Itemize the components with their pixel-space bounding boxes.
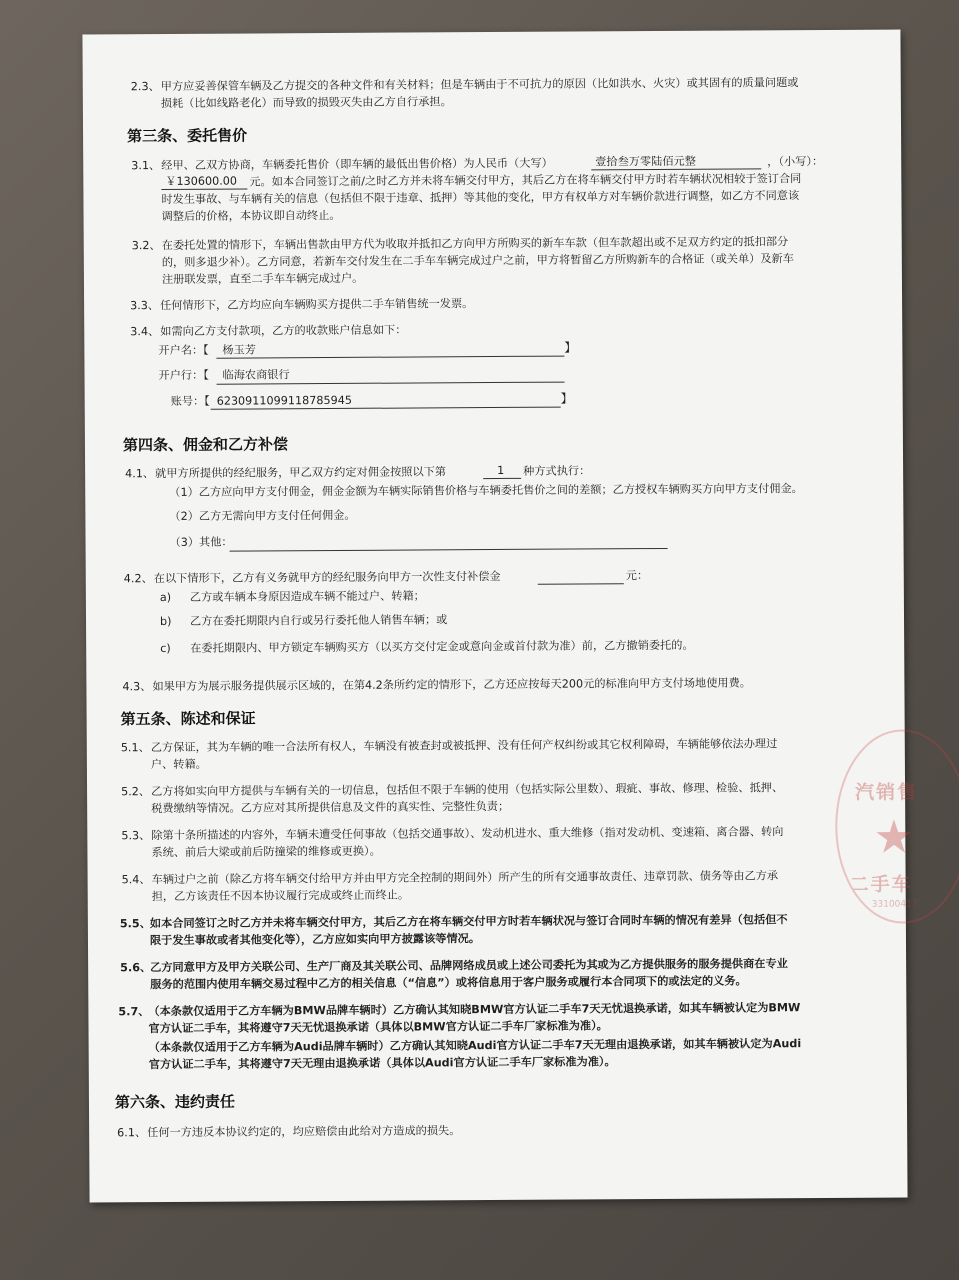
clause-number: 3.4、 (130, 325, 160, 339)
clause-text: 如需向乙方支付款项，乙方的收款账户信息如下： (160, 323, 407, 339)
section-title: 第四条、佣金和乙方补偿 (122, 435, 289, 455)
clause-text: 乙方将如实向甲方提供与车辆有关的一切信息，包括但不限于车辆的使用（包括实际公里数）、瑕疵、事故、修理、检验、抵押、 (151, 781, 784, 799)
clause-text: 服务的范围内使用车辆交易过程中乙方的相关信息（“信息”）或将信息用于客户服务或履行本合同项下的或法定的义务。 (150, 974, 747, 992)
clause-number: 5.7、 (118, 1005, 150, 1019)
price-figures-field: ￥130600.00 (165, 174, 238, 189)
seal-star-icon: ★ (873, 809, 915, 864)
seal-top-text: 汽销售 (855, 781, 919, 804)
clause-text: 元： (625, 569, 649, 583)
price-words-field: 壹拾叁万零陆佰元整 (595, 154, 696, 169)
clause-text: ，（小写）： (767, 154, 824, 169)
clause-number: 6.1、 (117, 1126, 147, 1140)
clause-text: 经甲、乙双方协商，车辆委托售价（即车辆的最低出售价格）为人民币（大写） (161, 156, 553, 173)
option-text: （1）乙方应向甲方支付佣金，佣金金额为车辆实际销售价格与车辆委托售价之间的差额；乙方授权车辆购买方向甲方支付佣金。 (169, 482, 803, 499)
clause-number: 5.5、 (119, 917, 151, 931)
seal-bottom-text: 二手车 (849, 873, 913, 896)
clause-number: 2.3、 (130, 80, 160, 94)
clause-text: 税费缴纳等情况。乙方应对其所提供信息及文件的真实性、完整性负责； (151, 799, 510, 816)
list-marker: c) (160, 641, 171, 656)
clause-text: 户、转籍。 (150, 757, 207, 772)
clause-text: 注册联发票，直至二手车车辆完成过户。 (161, 271, 364, 287)
list-item-text: 乙方在委托期限内自行或另行委托他人销售车辆；或 (189, 613, 448, 628)
option-text: （3）其他： (169, 535, 233, 549)
clause-number: 3.2、 (131, 239, 161, 253)
clause-number: 4.2、 (123, 572, 153, 586)
clause-number: 5.1、 (120, 741, 150, 755)
clause-text: （本条款仅适用于乙方车辆为Audi品牌车辆时）乙方确认其知晓Audi官方认证二手车7天无理由退换承诺，如其车辆被认定为Audi (148, 1037, 802, 1055)
clause-text: 除第十条所描述的内容外，车辆未遭受任何事故（包括交通事故）、发动机进水、重大维修（指对发动机、变速箱、离合器、转向 (151, 825, 784, 843)
clause-text: 乙方同意甲方及甲方关联公司、生产厂商及其关联公司、品牌网络成员或上述公司委托为其或为乙方提供服务的服务提供商在专业 (150, 957, 788, 975)
section-title: 第六条、违约责任 (114, 1092, 236, 1112)
clause-number: 5.4、 (121, 873, 151, 887)
clause-text: 官方认证二手车，其将遵守7天无理由退换承诺（具体以Audi官方认证二手车厂家标准为准）。 (148, 1055, 616, 1072)
clause-text: 就甲方所提供的经纪服务，甲乙双方约定对佣金按照以下第 (155, 465, 447, 481)
clause-number: 5.3、 (121, 829, 151, 843)
list-item-text: 乙方或车辆本身原因造成车辆不能过户、转籍； (189, 589, 425, 604)
account-name-label: 开户名：【 (158, 343, 209, 358)
clause-text: 的，则多退少补）。乙方同意，若新车交付发生在二手车车辆完成过户之前，甲方将暂留乙方所购新车的合格证（或关单）及新车 (161, 252, 794, 270)
account-name-field: 杨玉芳 (222, 343, 256, 357)
seal-code: 33100417 (871, 899, 918, 910)
commission-method-field: 1 (497, 463, 505, 477)
clause-text: 甲方应妥善保管车辆及乙方提交的各种文件和有关材料；但是车辆由于不可抗力的原因（比如洪水、火灾）或其固有的质量问题或 (160, 76, 799, 94)
clause-text: 调整后的价格，本协议即自动终止。 (161, 208, 341, 224)
section-title: 第五条、陈述和保证 (120, 709, 256, 729)
option-text: （2）乙方无需向甲方支付任何佣金。 (169, 508, 356, 523)
clause-number: 3.3、 (130, 299, 160, 313)
clause-number: 5.2、 (121, 785, 151, 799)
bracket: 】 (564, 340, 577, 355)
account-number-field: 6230911099118785945 (216, 393, 352, 408)
contract-page (82, 30, 919, 1203)
account-number-label: 账号：【 (170, 394, 210, 408)
clause-number: 5.6、 (120, 961, 152, 975)
list-item-text: 在委托期限内、甲方锁定车辆购买方（以买方交付定金或意向金或首付款为准）前，乙方撤销委托的。 (190, 638, 694, 655)
clause-number: 4.1、 (125, 467, 155, 481)
clause-text: 系统、前后大梁或前后防撞梁的维修或更换）。 (151, 844, 381, 860)
list-marker: a) (159, 590, 172, 605)
clause-text: 如果甲方为展示服务提供展示区域的，在第4.2条所约定的情形下，乙方还应按每天200元的标准向甲方支付场地使用费。 (152, 676, 751, 694)
clause-text: 任何情形下，乙方均应向车辆购买方提供二手车销售统一发票。 (160, 297, 474, 313)
clause-number: 3.1、 (131, 159, 161, 173)
list-marker: b) (159, 614, 172, 629)
clause-text: 限于发生事故或者其他变化等），乙方应如实向甲方披露该等情况。 (149, 932, 481, 948)
clause-number: 4.3、 (122, 680, 152, 694)
clause-text: 如本合同签订之时乙方并未将车辆交付甲方，其后乙方在将车辆交付甲方时若车辆状况与签订合同时车辆的情况有差异（包括但不 (149, 913, 788, 931)
clause-text: 元。如本合同签订之前/之时乙方并未将车辆交付甲方，其后乙方在将车辆交付甲方时若车辆状况相较于签订合同 (249, 172, 802, 189)
clause-text: 时发生事故、与车辆有关的信息（包括但不限于违章、抵押）等其他的变化，甲方有权单方对车辆价款进行调整，如乙方不同意该 (161, 189, 800, 207)
clause-text: 车辆过户之前（除乙方将车辆交付给甲方并由甲方完全控制的期间外）所产生的所有交通事故责任、违章罚款、债务等由乙方承 (151, 869, 779, 887)
bank-field: 临海农商银行 (222, 368, 290, 382)
clause-text: （本条款仅适用于乙方车辆为BMW品牌车辆时）乙方确认其知晓BMW官方认证二手车7天无忧退换承诺，如其车辆被认定为BMW (148, 1001, 801, 1019)
company-seal (835, 729, 959, 924)
clause-text: 担，乙方该责任不因本协议履行完成或终止而终止。 (151, 888, 410, 904)
section-title: 第三条、委托售价 (127, 126, 248, 146)
clause-text: 官方认证二手车，其将遵守7天无忧退换承诺（具体以BMW官方认证二手车厂家标准为准）。 (148, 1019, 608, 1036)
clause-text: 种方式执行： (523, 464, 591, 478)
clause-text: 乙方保证，其为车辆的唯一合法所有权人，车辆没有被查封或被抵押、没有任何产权纠纷或其它权利障碍，车辆能够依法办理过 (150, 737, 778, 755)
bracket: 】 (560, 391, 573, 406)
clause-text: 任何一方违反本协议约定的，均应赔偿由此给对方造成的损失。 (147, 1124, 461, 1140)
clause-text: 在以下情形下，乙方有义务就甲方的经纪服务向甲方一次性支付补偿金 (153, 569, 501, 586)
clause-text: 在委托处置的情形下，车辆出售款由甲方代为收取并抵扣乙方向甲方所购买的新车车款（但车款超出或不足双方约定的抵扣部分 (161, 235, 789, 253)
bank-label: 开户行：【 (158, 368, 209, 383)
clause-text: 损耗（比如线路老化）而导致的损毁灭失由乙方自行承担。 (160, 95, 452, 111)
